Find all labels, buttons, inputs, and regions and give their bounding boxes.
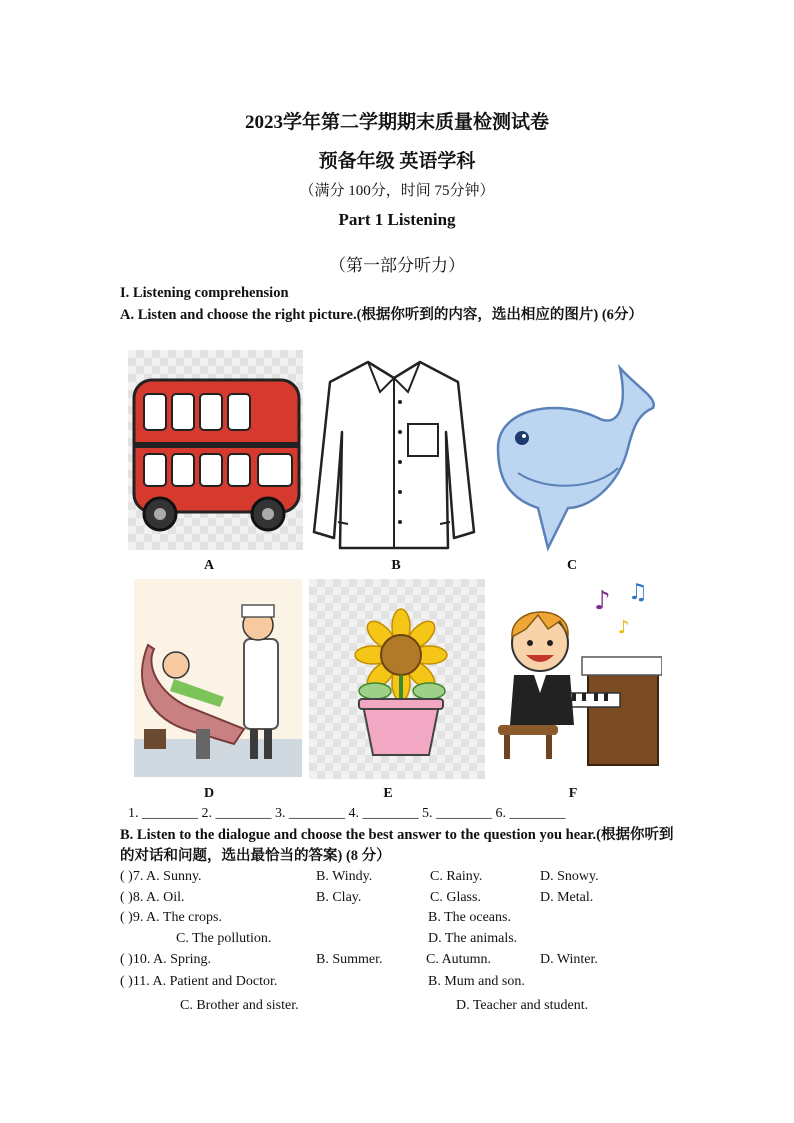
question-7-option-b[interactable]: B. Windy. — [316, 869, 373, 884]
section-heading-listening: I. Listening comprehension — [120, 285, 289, 301]
question-8-option-b[interactable]: B. Clay. — [316, 890, 362, 905]
picture-label-a: A — [203, 558, 215, 573]
svg-text:♫: ♫ — [628, 580, 648, 605]
question-8-option-a[interactable]: ( )8. A. Oil. — [120, 890, 185, 905]
question-7-option-a[interactable]: ( )7. A. Sunny. — [120, 869, 202, 884]
part-title-chinese: （第一部分听力） — [329, 256, 465, 275]
picture-label-d: D — [203, 786, 215, 801]
picture-label-c: C — [566, 558, 578, 573]
exam-subtitle: 预备年级 英语学科 — [318, 151, 476, 172]
picture-e — [309, 579, 485, 779]
question-10-option-d[interactable]: D. Winter. — [540, 952, 598, 967]
exam-title: 2023学年第二学期期末质量检测试卷 — [244, 112, 549, 133]
svg-text:♪: ♪ — [618, 617, 630, 638]
picture-c — [488, 358, 658, 553]
picture-d — [134, 579, 302, 777]
question-7-option-d[interactable]: D. Snowy. — [540, 869, 599, 884]
part-title: Part 1 Listening — [338, 210, 456, 229]
question-9-option-d[interactable]: D. The animals. — [428, 931, 518, 946]
picture-label-f: F — [568, 786, 578, 801]
section-a-instruction: A. Listen and choose the right picture.(根据你听到的内容，选出相应的图片) (6分） — [120, 307, 643, 323]
question-11-option-a[interactable]: ( )11. A. Patient and Doctor. — [120, 974, 278, 989]
answer-blanks-row[interactable]: 1. ________ 2. ________ 3. ________ 4. ________ 5. ________ 6. ________ — [128, 806, 566, 821]
whale-icon — [488, 358, 658, 553]
question-7-option-c[interactable]: C. Rainy. — [430, 869, 483, 884]
question-8-option-c[interactable]: C. Glass. — [430, 890, 481, 905]
question-11-option-d[interactable]: D. Teacher and student. — [456, 998, 589, 1013]
svg-text:♪: ♪ — [594, 586, 611, 616]
question-8-option-d[interactable]: D. Metal. — [540, 890, 594, 905]
picture-b — [308, 352, 480, 552]
question-9-option-a[interactable]: ( )9. A. The crops. — [120, 910, 222, 925]
question-11-option-b[interactable]: B. Mum and son. — [428, 974, 525, 989]
question-10-option-b[interactable]: B. Summer. — [316, 952, 383, 967]
sunflower-pot-icon — [309, 579, 485, 779]
question-9-option-c[interactable]: C. The pollution. — [176, 931, 272, 946]
picture-label-b: B — [391, 558, 401, 573]
double-decker-bus-icon — [128, 350, 303, 550]
question-11-option-c[interactable]: C. Brother and sister. — [180, 998, 299, 1013]
picture-f — [490, 575, 662, 779]
score-time-line: （满分 100分，时间 75分钟） — [299, 183, 495, 199]
boy-playing-piano-icon — [490, 575, 662, 779]
question-10-option-c[interactable]: C. Autumn. — [426, 952, 491, 967]
question-9-option-b[interactable]: B. The oceans. — [428, 910, 511, 925]
section-b-instruction: B. Listen to the dialogue and choose the best answer to the question you hear.(根据你听到的对话和问题，选出最恰当的答案) (8 分） — [120, 827, 674, 864]
picture-label-e: E — [383, 786, 393, 801]
shirt-icon — [308, 352, 480, 552]
question-10-option-a[interactable]: ( )10. A. Spring. — [120, 952, 211, 967]
dentist-icon — [134, 579, 302, 777]
picture-a — [128, 350, 303, 550]
